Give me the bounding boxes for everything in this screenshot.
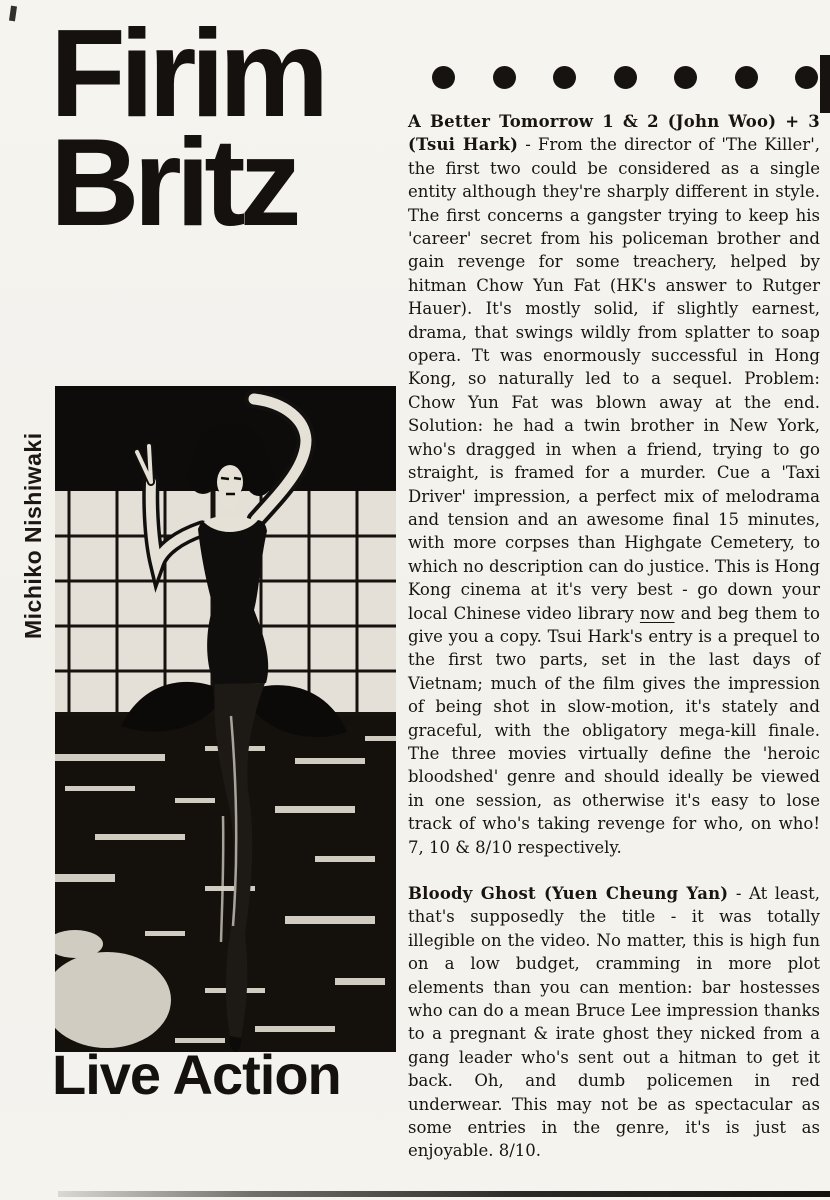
bullet-dot-icon — [795, 66, 818, 89]
bullet-dot-icon — [553, 66, 576, 89]
bullet-dot-icon — [674, 66, 697, 89]
review-better-tomorrow — [408, 110, 820, 859]
photo-michiko-nishiwaki — [55, 386, 396, 1052]
bullet-dot-icon — [432, 66, 455, 89]
scan-artifact — [9, 6, 17, 22]
bullet-dots — [432, 66, 818, 89]
photo-illustration — [55, 386, 396, 1052]
bullet-dot-icon — [614, 66, 637, 89]
review-body: - From the director of 'The Killer', the first two could be considered as a single entity although they're sharply different in style. The first concerns a gangster trying to keep his 'career' secret from his policeman brother and gain revenge for some treachery, helped by hitman Chow Yun Fat (HK's answer to Rutger Hauer). It's mostly solid, if slightly earnest, drama, that swings wildly from splatter to soap opera. Tt was enormously successful in Hong Kong, so naturally led to a sequel. Problem: Chow Yun Fat was blown away at the end. Solution: he had a twin brother in New York, who's dragged in when a friend, trying to go straight, is framed for a murder. Cue a 'Taxi Driver' impression, a perfect mix of melodrama and tension and an awesome final 15 minutes, with more corpses than Highgate Cemetery, to which no description can do justice. This is Hong Kong cinema at it's very best - go down your local Chinese video library — [408, 135, 820, 623]
bottom-rule — [58, 1191, 830, 1197]
masthead-line-2: Britz — [50, 114, 296, 253]
review-bloody-ghost — [408, 882, 820, 1163]
masthead-title — [50, 5, 324, 253]
section-label: Live Action — [52, 1043, 341, 1106]
review-body: and beg them to give you a copy. Tsui Hark's entry is a prequel to the first two parts, set in the last days of Vietnam; much of the film gives the impression of being shot in slow-motion, it's stately and graceful, with the obligatory mega-kill finale. The three movies virtually define the 'heroic bloodshed' genre and should ideally be viewed in one session, as otherwise it's easy to lose track of who's taking revenge for who, on who! 7, 10 & 8/10 respectively. — [408, 603, 820, 857]
masthead-line-1: Firim — [50, 5, 324, 143]
bullet-dot-icon — [735, 66, 758, 89]
underlined-word: now — [639, 603, 675, 623]
review-title: Bloody Ghost (Yuen Cheung Yan) — [408, 884, 729, 903]
bullet-dot-icon — [493, 66, 516, 89]
photo-caption: Michiko Nishiwaki — [20, 432, 46, 639]
page-edge-mark — [820, 55, 830, 113]
review-body: - At least, that's supposedly the title - it was totally illegible on the video. No matter, this is high fun on a low budget, cramming in more plot elements than you can mention: bar hostesses who can do a mean Bruce Lee impression thanks to a pregnant & irate ghost they nicked from a gang leader who's sent out a hitman to get it back. Oh, and dumb policemen in red underwear. This may not be as spectacular as some entries in the genre, it's is just as enjoyable. 8/10. — [408, 884, 820, 1161]
review-title: A Better Tomorrow 1 & 2 (John Woo) + 3 (Tsui Hark) — [408, 112, 820, 155]
review-column — [408, 110, 820, 1163]
